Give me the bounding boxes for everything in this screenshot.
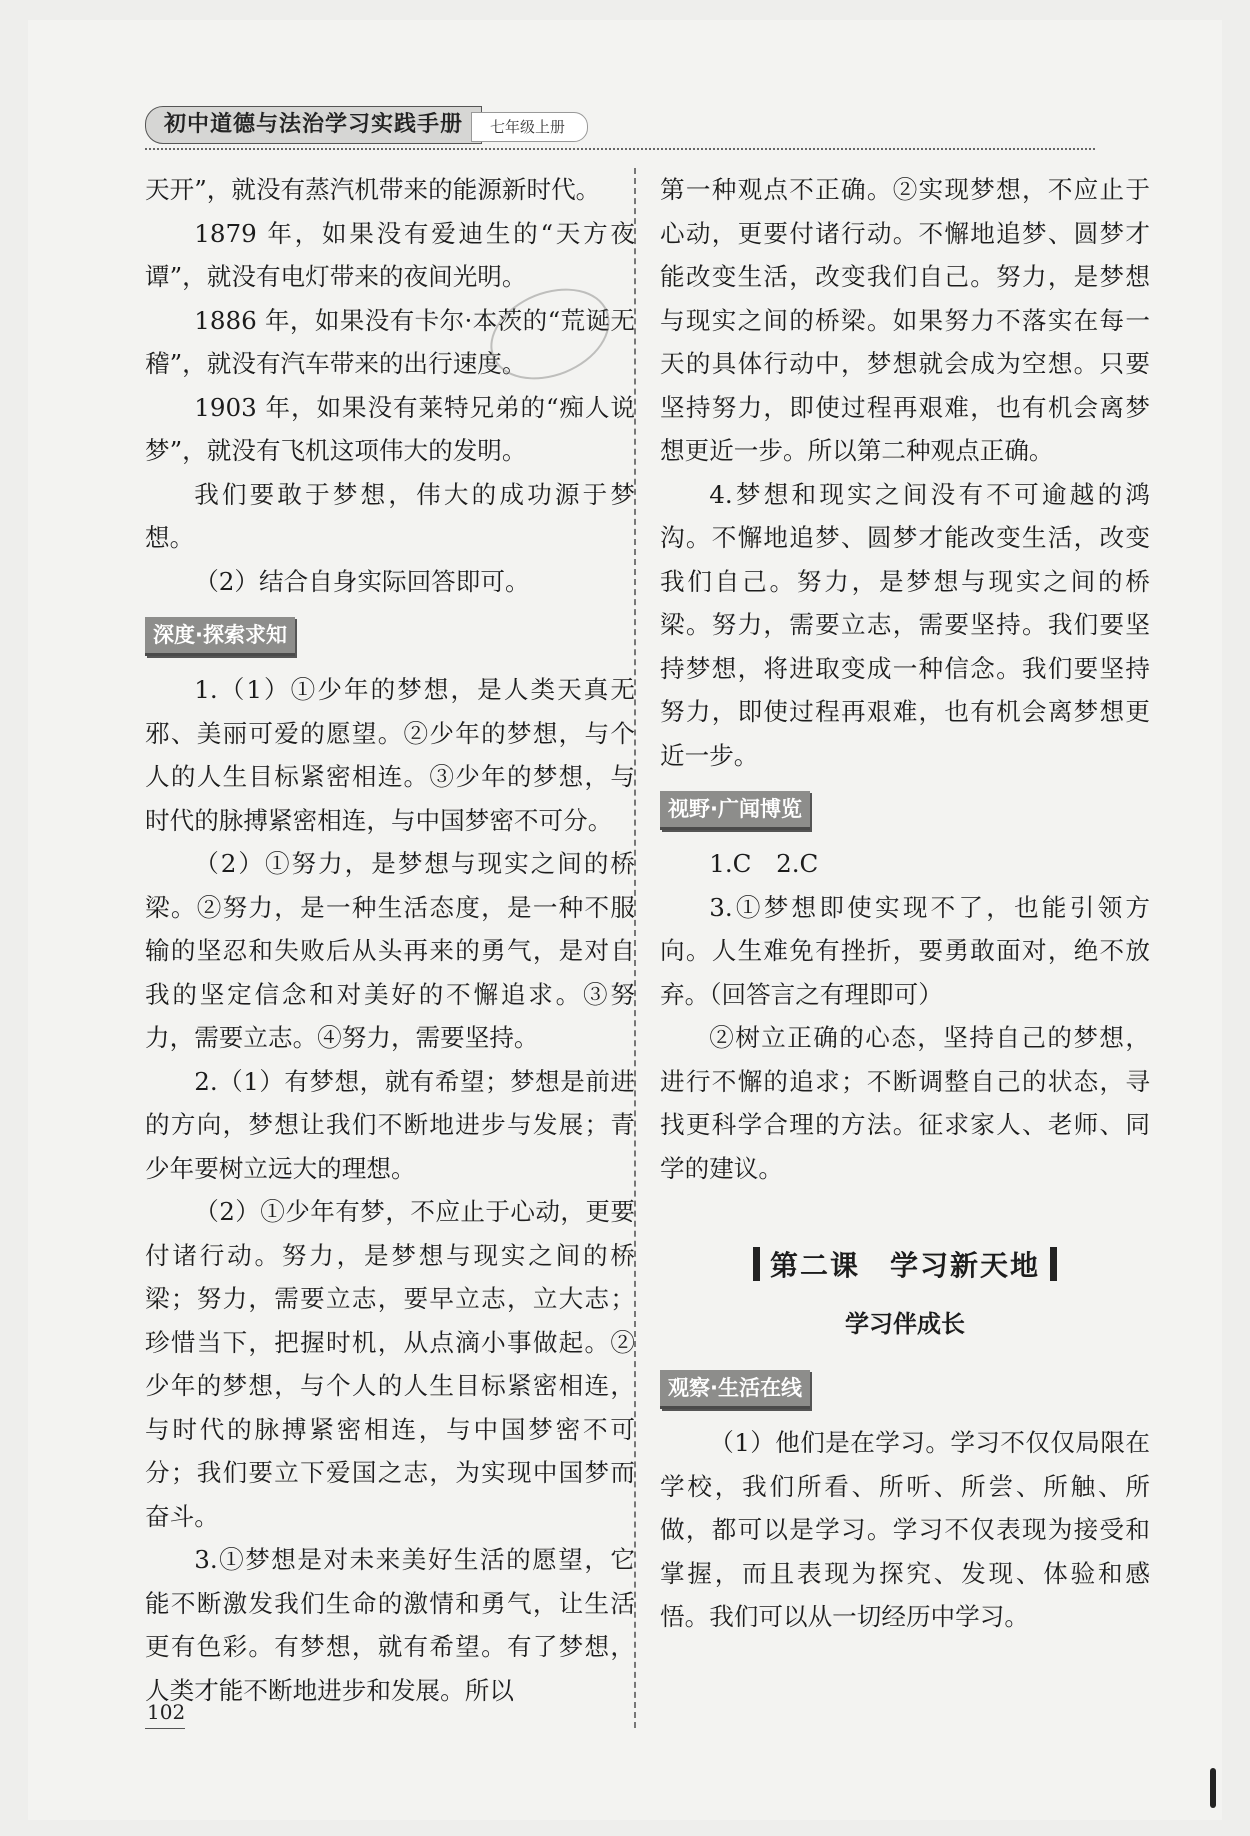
section-label-depth: 深度·探索求知	[145, 617, 295, 656]
title-bar-left	[753, 1247, 760, 1281]
answer-paragraph: 2.（1）有梦想，就有希望；梦想是前进的方向，梦想让我们不断地进步与发展；青少年要树立远大的理想。	[145, 1066, 635, 1183]
answer-paragraph: （1）他们是在学习。学习不仅仅局限在学校，我们所看、所听、所尝、所触、所做，都可以是学习。学习不仅表现为接受和掌握，而且表现为探究、发现、体验和感悟。我们可以从一切经历中学习。	[660, 1428, 1150, 1631]
right-column	[660, 168, 1150, 1639]
lesson-title-text: 第二课 学习新天地	[769, 1249, 1040, 1282]
paragraph: 我们要敢于梦想，伟大的成功源于梦想。	[145, 479, 635, 552]
answer-paragraph: （2）①少年有梦，不应止于心动，更要付诸行动。努力，是梦想与现实之间的桥梁；努力，需要立志，要早立志，立大志；珍惜当下，把握时机，从点滴小事做起。②少年的梦想，与个人的人生目标紧密相连，与时代的脉搏紧密相连，与中国梦密不可分；我们要立下爱国之志，为实现中国梦而奋斗。	[145, 1197, 635, 1531]
answer-paragraph: ②树立正确的心态，坚持自己的梦想，进行不懈的追求；不断调整自己的状态，寻找更科学合理的方法。征求家人、老师、同学的建议。	[660, 1023, 1150, 1183]
book-title: 初中道德与法治学习实践手册	[145, 106, 482, 144]
paragraph: 1886 年，如果没有卡尔·本茨的“荒诞无稽”，就没有汽车带来的出行速度。	[145, 305, 635, 378]
paragraph: （2）结合自身实际回答即可。	[194, 566, 530, 596]
answer-paragraph: 1.（1）①少年的梦想，是人类天真无邪、美丽可爱的愿望。②少年的梦想，与个人的人生目标紧密相连。③少年的梦想，与时代的脉搏紧密相连，与中国梦密不可分。	[145, 675, 635, 835]
header-rule	[145, 148, 1095, 150]
paragraph: 第一种观点不正确。②实现梦想，不应止于心动，更要付诸行动。不懈地追梦、圆梦才能改变生活，改变我们自己。努力，是梦想与现实之间的桥梁。如果努力不落实在每一天的具体行动中，梦想就会成为空想。只要坚持努力，即使过程再艰难，也有机会离梦想更近一步。所以第二种观点正确。	[660, 175, 1150, 465]
running-header	[145, 106, 1095, 146]
corner-mark	[1210, 1768, 1216, 1808]
section-label-vision: 视野·广闻博览	[660, 791, 810, 830]
left-column	[145, 168, 635, 1712]
section-label-observe: 观察·生活在线	[660, 1370, 810, 1409]
answer-paragraph: （2）①努力，是梦想与现实之间的桥梁。②努力，是一种生活态度，是一种不服输的坚忍和失败后从头再来的勇气，是对自我的坚定信念和对美好的不懈追求。③努力，需要立志。④努力，需要坚持。	[145, 849, 635, 1052]
answer-paragraph: 1.C 2.C	[709, 849, 819, 878]
answer-paragraph: 3.①梦想是对未来美好生活的愿望，它能不断激发我们生命的激情和勇气，让生活更有色彩。有梦想，就有希望。有了梦想，人类才能不断地进步和发展。所以	[145, 1545, 635, 1705]
page-number-rule	[145, 1728, 185, 1729]
answer-paragraph: 3.①梦想即使实现不了，也能引领方向。人生难免有挫折，要勇敢面对，绝不放弃。（回答言之有理即可）	[660, 892, 1150, 1009]
page-number: 102	[147, 1700, 186, 1724]
title-bar-right	[1050, 1247, 1057, 1281]
paragraph: 1879 年，如果没有爱迪生的“天方夜谭”，就没有电灯带来的夜间光明。	[145, 218, 635, 291]
paragraph: 1903 年，如果没有莱特兄弟的“痴人说梦”，就没有飞机这项伟大的发明。	[145, 392, 635, 465]
subsection-title: 学习伴成长	[845, 1310, 965, 1338]
paragraph: 4.梦想和现实之间没有不可逾越的鸿沟。不懈地追梦、圆梦才能改变生活，改变我们自己。努力，是梦想与现实之间的桥梁。努力，需要立志，需要坚持。我们要坚持梦想，将进取变成一种信念。我们要坚持努力，即使过程再艰难，也有机会离梦想更近一步。	[660, 479, 1150, 770]
lesson-title	[660, 1242, 1150, 1290]
grade-label: 七年级上册	[471, 112, 588, 142]
paragraph: 天开”，就没有蒸汽机带来的能源新时代。	[145, 175, 601, 204]
